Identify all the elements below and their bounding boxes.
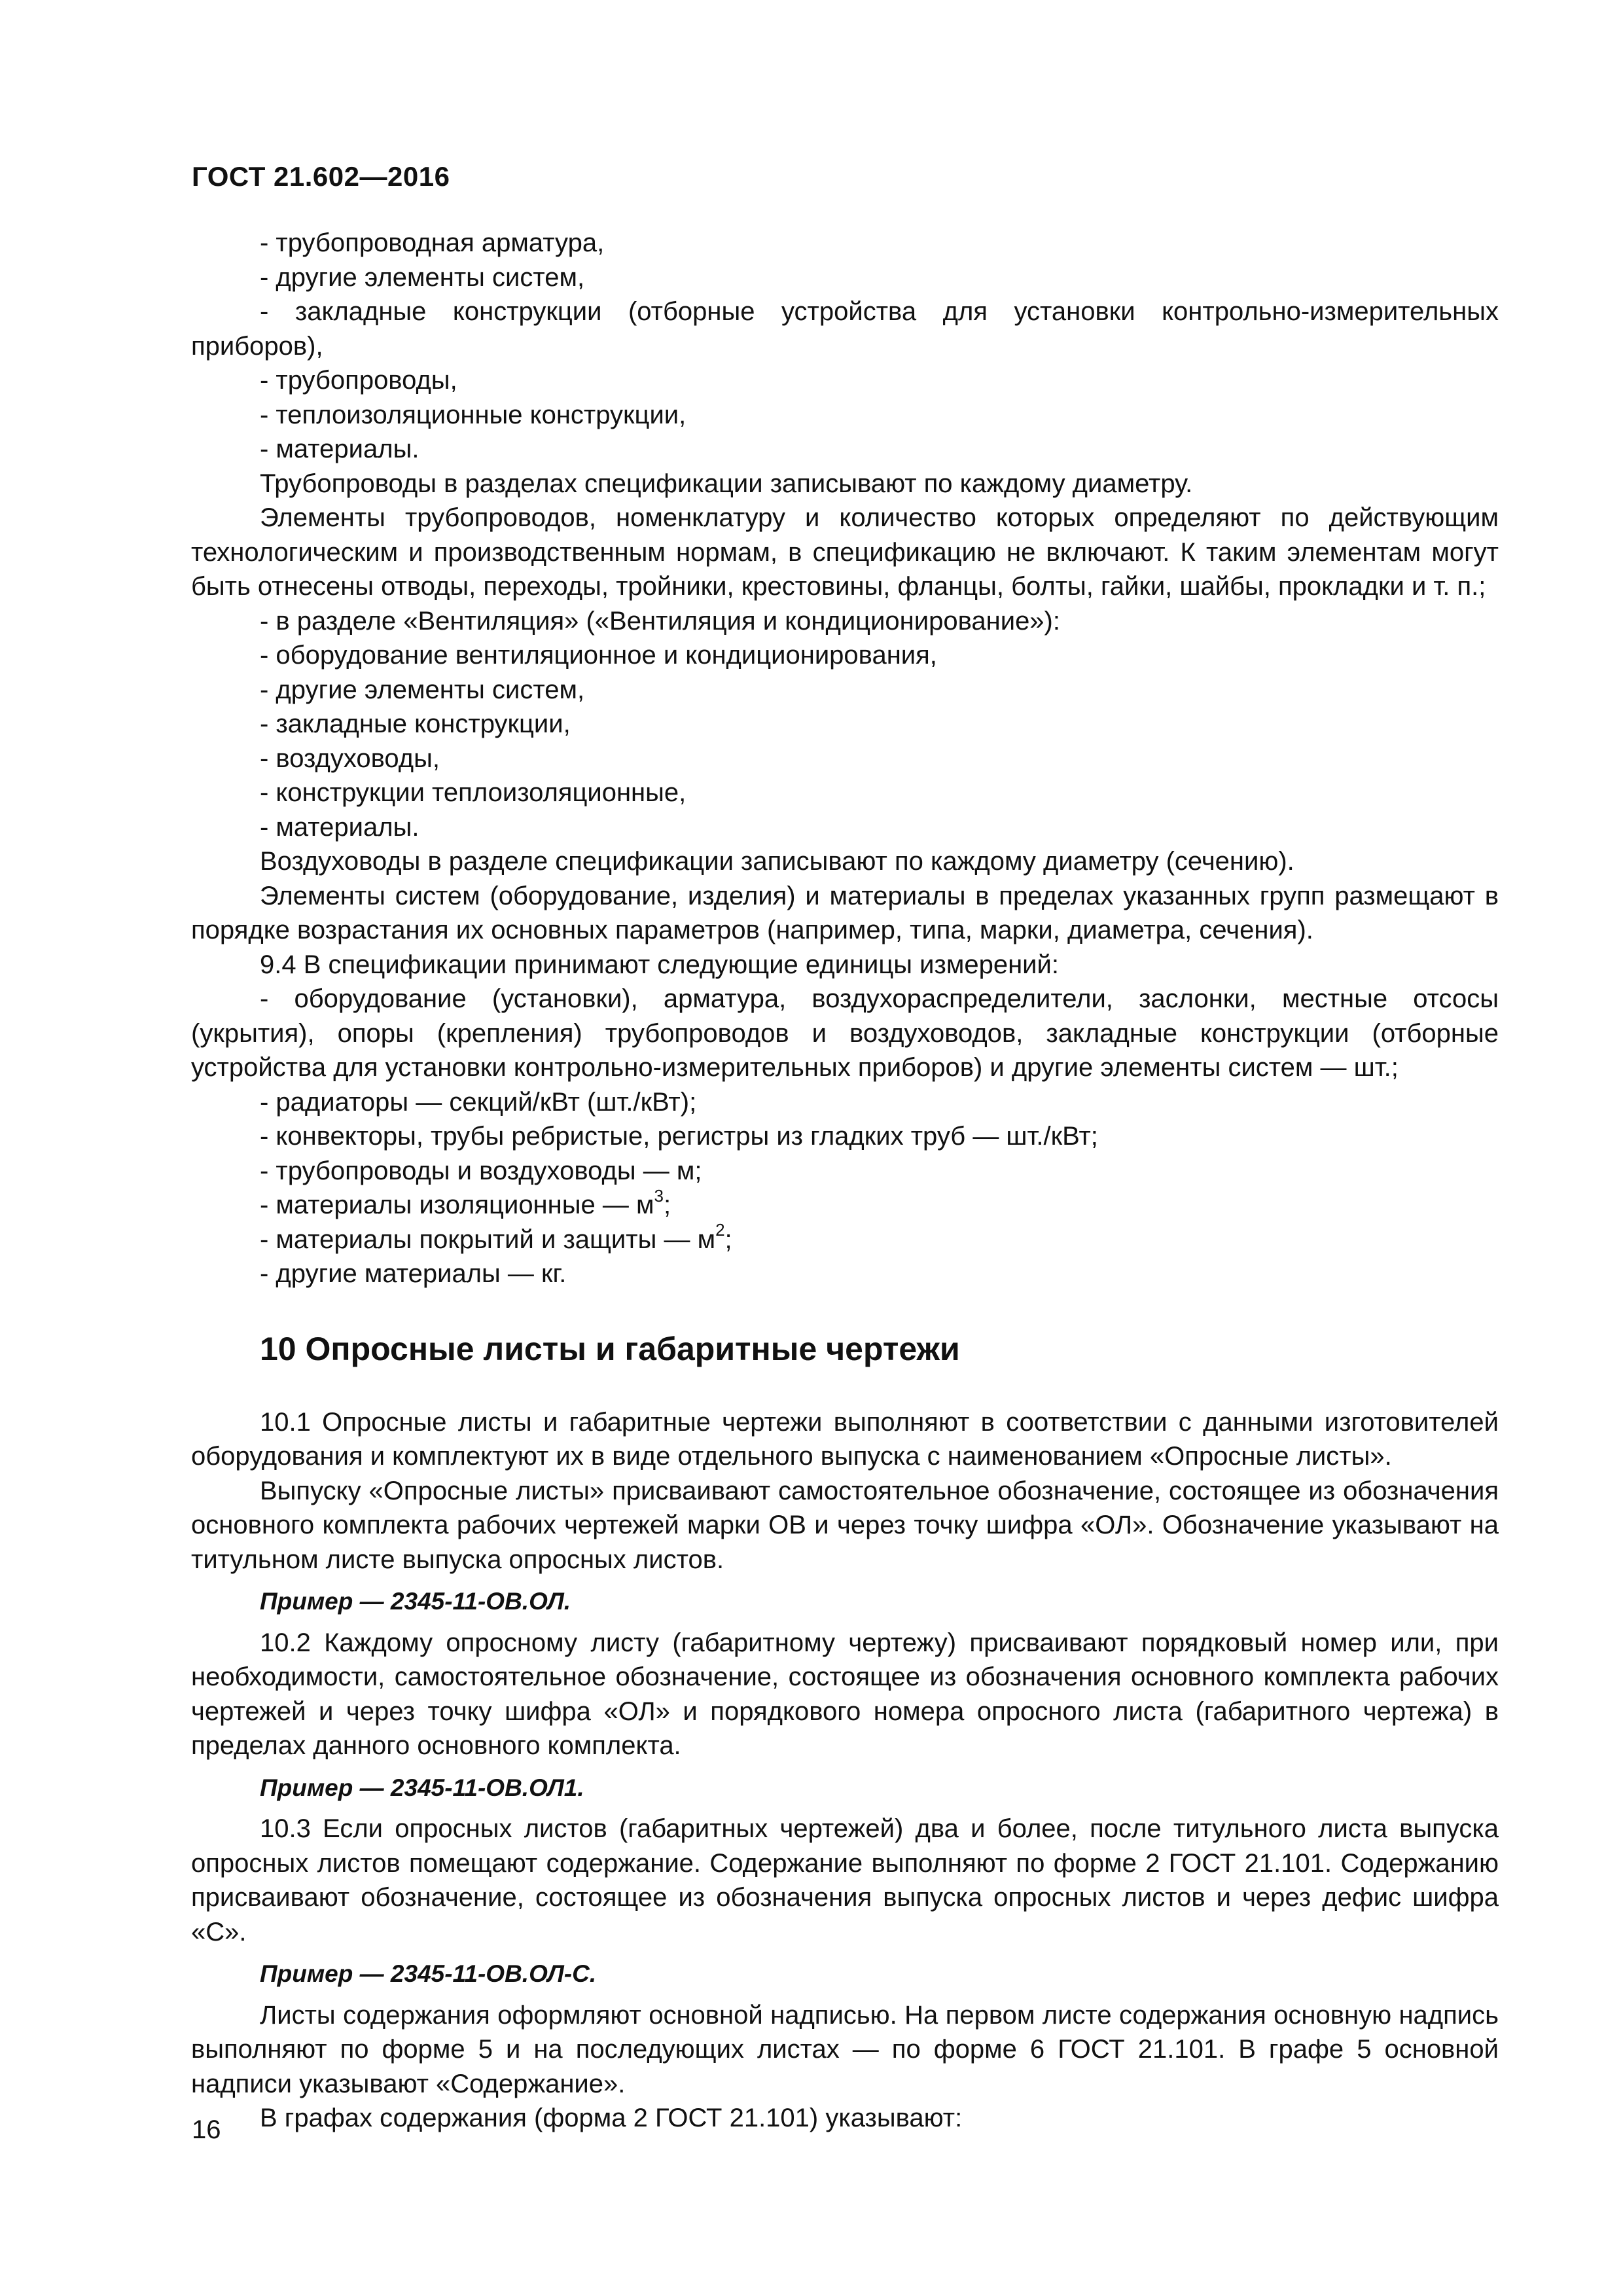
paragraph: 10.1 Опросные листы и габаритные чертежи выполняют в соответствии с данными изготовителей оборудования и комплектуют их в виде отдельного выпуска с наименованием «Опросные листы».	[191, 1407, 1499, 1471]
paragraph: 10.2 Каждому опросному листу (габаритному чертежу) присваивают порядковый номер или, при необходимости, самостоятельное обозначение, состоящее из обозначения основного комплекта рабочих чертежей и через точку шифра «ОЛ» и порядкового номера опросного листа (габаритного чертежа) в пределах данного основного комплекта.	[191, 1628, 1499, 1760]
list-item: - конвекторы, трубы ребристые, регистры из гладких труб — шт./кВт;	[260, 1122, 1098, 1151]
page-number: 16	[192, 2115, 221, 2144]
example-line: Пример — 2345-11-ОВ.ОЛ1.	[260, 1774, 584, 1801]
list-item-text: - материалы изоляционные — м	[260, 1191, 654, 1219]
paragraph: Элементы систем (оборудование, изделия) и материалы в пределах указанных групп размещают в порядке возрастания их основных параметров (например, типа, марки, диаметра, сечения).	[191, 881, 1499, 944]
paragraph: Листы содержания оформляют основной надписью. На первом листе содержания основную надпись выполняют по форме 5 и на последующих листах — по форме 6 ГОСТ 21.101. В графе 5 основной надписи указывают «Содержание».	[191, 2000, 1499, 2098]
list-item: - материалы.	[260, 435, 419, 463]
list-item: - трубопроводы,	[260, 366, 457, 395]
list-item: - в разделе «Вентиляция» («Вентиляция и кондиционирование»):	[260, 606, 1060, 636]
paragraph: В графах содержания (форма 2 ГОСТ 21.101) указывают:	[260, 2104, 963, 2132]
list-item	[191, 1220, 1499, 1257]
list-item: - оборудование вентиляционное и кондиционирования,	[260, 641, 937, 670]
list-item: - другие элементы систем,	[260, 675, 585, 704]
list-item: - теплоизоляционные конструкции,	[260, 400, 687, 429]
list-item: - другие материалы — кг.	[260, 1259, 567, 1288]
paragraph: 10.3 Если опросных листов (габаритных чертежей) два и более, после титульного листа выпуска опросных листов помещают содержание. Содержание выполняют по форме 2 ГОСТ 21.101. Содержанию присваивают обозначение, состоящее из обозначения выпуска опросных листов и через дефис шифра «С».	[191, 1814, 1499, 1946]
document-header: ГОСТ 21.602—2016	[192, 161, 450, 192]
list-item: - конструкции теплоизоляционные,	[260, 778, 687, 807]
paragraph: 9.4 В спецификации принимают следующие единицы измерений:	[260, 950, 1059, 979]
document-body	[191, 226, 1499, 2136]
paragraph: Воздуховоды в разделе спецификации записывают по каждому диаметру (сечению).	[260, 847, 1294, 876]
list-item: - материалы.	[260, 812, 419, 842]
paragraph: Выпуску «Опросные листы» присваивают самостоятельное обозначение, состоящее из обозначения основного комплекта рабочих чертежей марки ОВ и через точку шифра «ОЛ». Обозначение указывают на титульном листе выпуска опросных листов.	[191, 1476, 1499, 1574]
example-line: Пример — 2345-11-ОВ.ОЛ.	[260, 1588, 571, 1615]
list-item	[191, 1185, 1499, 1223]
paragraph: - оборудование (установки), арматура, воздухораспределители, заслонки, местные отсосы (укрытия), опоры (крепления) трубопроводов и воздуховодов, закладные конструкции (отборные устройства для установки контрольно-измерительных приборов) и другие элементы систем — шт.;	[191, 984, 1499, 1082]
list-item-text: - материалы покрытий и защиты — м	[260, 1225, 716, 1254]
unit-exponent: 2	[715, 1220, 725, 1240]
example-line: Пример — 2345-11-ОВ.ОЛ-С.	[260, 1960, 597, 1987]
paragraph: Элементы трубопроводов, номенклатуру и количество которых определяют по действующим технологическим и производственным нормам, в спецификацию не включают. К таким элементам могут быть отнесены отводы, переходы, тройники, крестовины, фланцы, болты, гайки, шайбы, прокладки и т. п.;	[191, 503, 1499, 601]
paragraph: - закладные конструкции (отборные устройства для установки контрольно-измерительных приборов),	[191, 297, 1499, 361]
unit-exponent: 3	[654, 1185, 664, 1206]
list-item: - другие элементы систем,	[260, 262, 585, 292]
list-item: - трубопроводы и воздуховоды — м;	[260, 1156, 702, 1185]
list-item-tail: ;	[663, 1191, 671, 1219]
list-item-tail: ;	[724, 1225, 732, 1254]
paragraph: Трубопроводы в разделах спецификации записывают по каждому диаметру.	[260, 469, 1193, 498]
list-item: - радиаторы — секций/кВт (шт./кВт);	[260, 1087, 697, 1117]
list-item: - закладные конструкции,	[260, 709, 571, 738]
list-item: - трубопроводная арматура,	[260, 228, 605, 257]
section-heading: 10 Опросные листы и габаритные чертежи	[260, 1330, 960, 1367]
list-item: - воздуховоды,	[260, 744, 440, 773]
